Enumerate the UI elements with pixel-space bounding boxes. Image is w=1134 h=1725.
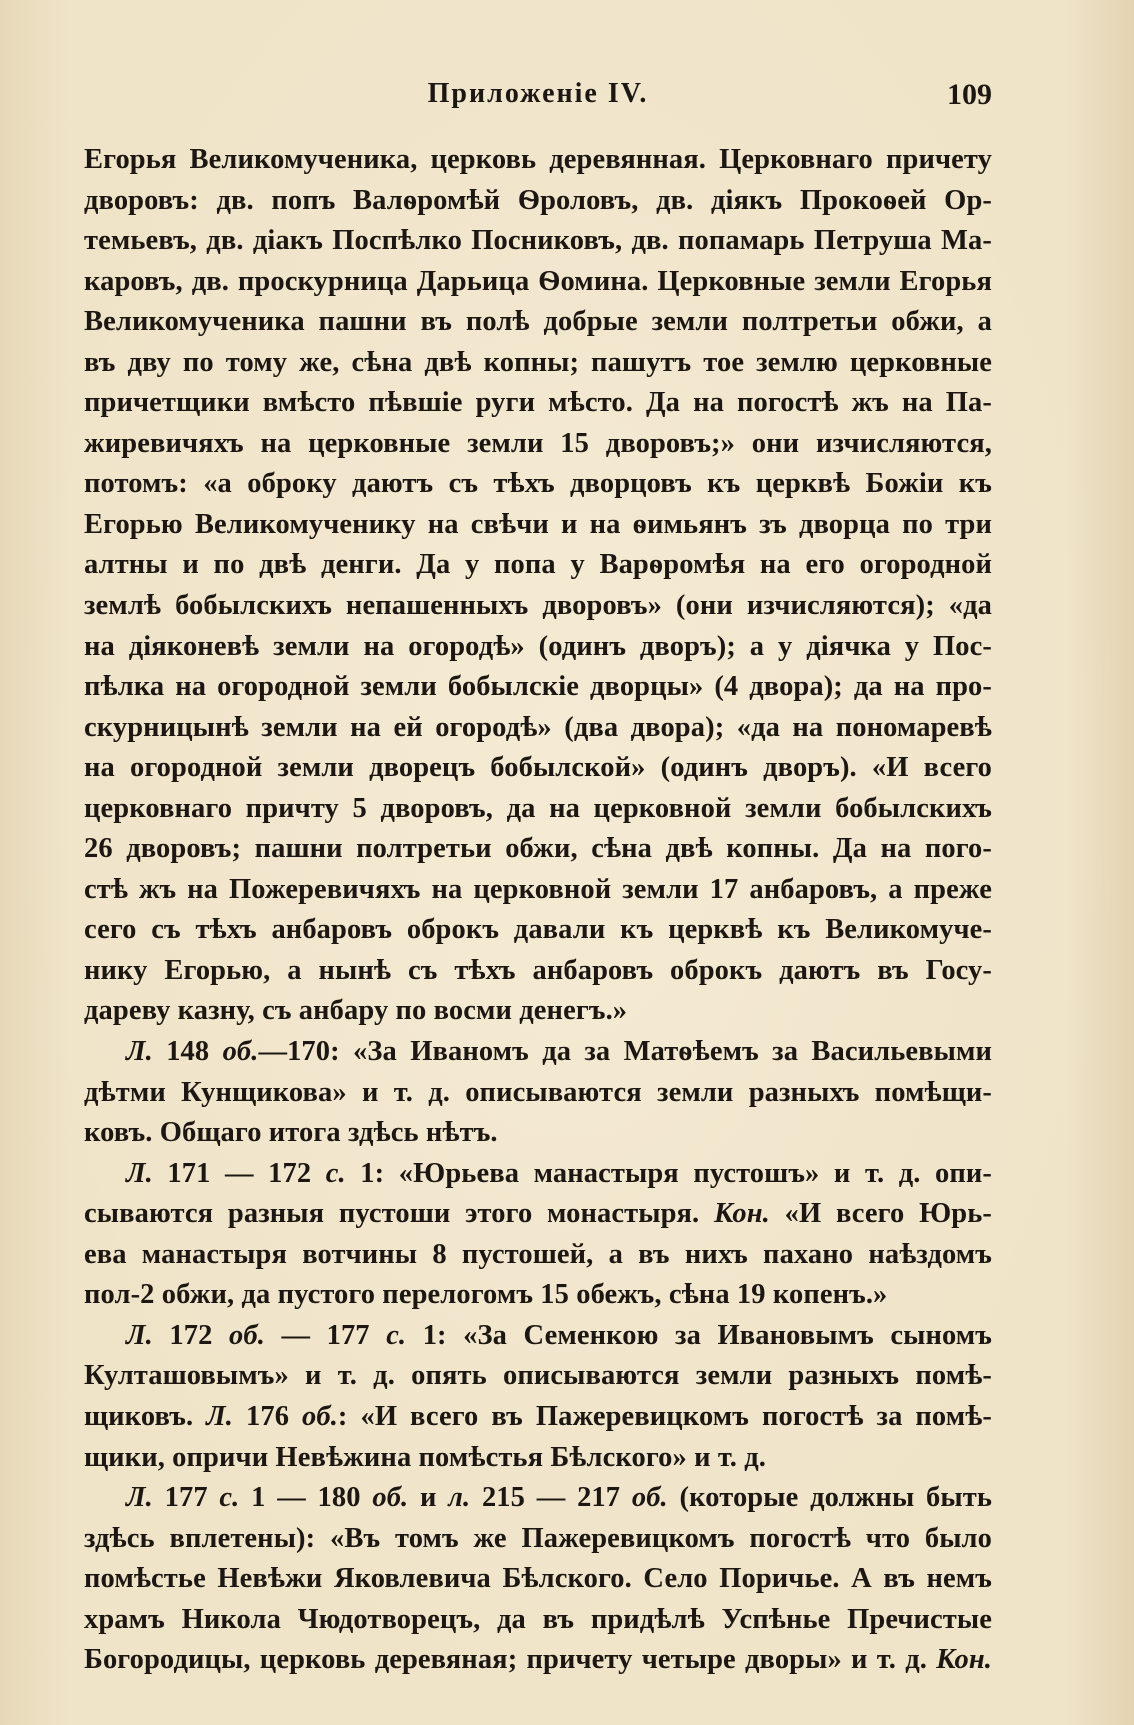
italic-abbreviation: об.: [372, 1482, 409, 1514]
text-run: (которые должны быть: [667, 1482, 993, 1514]
text-run: : «И всего въ Пажеревицкомъ погостѣ за помѣ-: [337, 1400, 993, 1432]
text-run: 1: «За Семенкою за Ивановымъ сыномъ: [406, 1319, 993, 1351]
text-line: [84, 1316, 992, 1357]
text-line: Култашовымъ» и т. д. опять описываются земли разныхъ помѣ-: [84, 1360, 992, 1392]
text-run: 171 — 172: [152, 1157, 326, 1189]
italic-abbreviation: об.: [229, 1319, 265, 1351]
text-line: въ дву по тому же, сѣна двѣ копны; пашутъ тое землю церковные: [84, 346, 992, 378]
text-line: [84, 1194, 992, 1235]
text-run: щиковъ.: [84, 1400, 207, 1432]
text-line: [84, 1397, 992, 1438]
text-line: Великомученика пашни въ полѣ добрые земли полтретьи обжи, а: [84, 306, 992, 338]
text-run: 1: «Юрьева манастыря пустошъ» и т. д. опи-: [345, 1157, 992, 1189]
italic-abbreviation: об.: [222, 1036, 259, 1068]
text-line: алтны и по двѣ денги. Да у попа у Варѳромѣя на его огородной: [84, 549, 992, 581]
text-run: 176: [233, 1400, 303, 1432]
text-run: 215 — 217: [470, 1482, 632, 1514]
text-line: каровъ, дв. проскурница Дарьица Ѳомина. Церковные земли Егорья: [84, 265, 992, 297]
text-run: Богородицы, церковь деревяная; причету четыре дворы» и т. д.: [84, 1644, 937, 1676]
italic-abbreviation: Кон.: [714, 1198, 770, 1230]
text-run: 1 — 180: [239, 1482, 373, 1514]
text-line: [84, 1478, 992, 1519]
text-line: землѣ бобылскихъ непашенныхъ дворовъ» (они изчисляются); «да: [84, 590, 992, 622]
italic-abbreviation: Л.: [206, 1400, 234, 1432]
text-line: ева манастыря вотчины 8 пустошей, а въ нихъ пахано наѣздомъ: [84, 1238, 992, 1270]
running-header: [84, 78, 992, 118]
text-line: потомъ: «а оброку даютъ съ тѣхъ дворцовъ къ церквѣ Божіи къ: [84, 468, 992, 500]
italic-abbreviation: л.: [448, 1482, 471, 1514]
text-line: дворовъ: дв. попъ Валѳромѣй Ѳроловъ, дв. діякъ Прокоѳей Ор-: [84, 184, 992, 216]
text-run: 172: [152, 1319, 230, 1351]
text-line: храмъ Никола Чюдотворецъ, да въ придѣлѣ Успѣнье Пречистые: [84, 1603, 992, 1635]
text-run: и: [408, 1482, 449, 1514]
text-line: пѣлка на огородной земли бобылскіе дворцы» (4 двора); да на про-: [84, 671, 992, 703]
text-run: — 177: [264, 1319, 387, 1351]
text-run: 177: [152, 1482, 220, 1514]
italic-abbreviation: Л.: [126, 1482, 153, 1514]
text-run: —170: «За Иваномъ да за Матѳѣемъ за Васильевыми: [258, 1036, 992, 1068]
text-line: церковнаго причту 5 дворовъ, да на церковной земли бобылскихъ: [84, 792, 992, 824]
text-run: сываются разныя пустоши этого монастыря.: [84, 1198, 715, 1230]
text-line: 26 дворовъ; пашни полтретьи обжи, сѣна двѣ копны. Да на пого-: [84, 833, 992, 865]
text-line: скурницынѣ земли на ей огородѣ» (два двора); «да на пономаревѣ: [84, 711, 992, 743]
text-line: нику Егорью, а нынѣ съ тѣхъ анбаровъ оброкъ даютъ въ Госу-: [84, 954, 992, 986]
text-line: [84, 1640, 992, 1681]
italic-abbreviation: Л.: [126, 1319, 153, 1351]
text-line: [84, 1154, 992, 1195]
text-line: на огородной земли дворецъ бобылской» (одинъ дворъ). «И всего: [84, 752, 992, 784]
page-number: 109: [947, 78, 992, 111]
text-line: дѣтми Кунщикова» и т. д. описываются земли разныхъ помѣщи-: [84, 1076, 992, 1108]
text-line: помѣстье Невѣжи Яковлевича Бѣлского. Село Поричье. А въ немъ: [84, 1563, 992, 1595]
body-text: [84, 140, 992, 1681]
text-line: ковъ. Общаго итога здѣсь нѣтъ.: [84, 1117, 498, 1149]
text-line: сего съ тѣхъ анбаровъ оброкъ давали къ церквѣ къ Великомуче-: [84, 914, 992, 946]
italic-abbreviation: Кон.: [936, 1644, 992, 1676]
text-line: здѣсь вплетены): «Въ томъ же Пажеревицкомъ погостѣ что было: [84, 1522, 992, 1554]
text-line: стѣ жъ на Пожеревичяхъ на церковной земли 17 анбаровъ, а преже: [84, 873, 992, 905]
italic-abbreviation: об.: [302, 1400, 338, 1432]
italic-abbreviation: с.: [386, 1319, 407, 1351]
italic-abbreviation: с.: [219, 1482, 240, 1514]
text-line: пол-2 обжи, да пустого перелогомъ 15 обежъ, сѣна 19 копенъ.»: [84, 1279, 888, 1311]
italic-abbreviation: об.: [631, 1482, 668, 1514]
page-header-title: Приложеніе IV.: [427, 78, 649, 109]
italic-abbreviation: Л.: [126, 1036, 153, 1068]
text-line: дареву казну, съ анбару по восми денегъ.»: [84, 995, 628, 1027]
text-line: [84, 1032, 992, 1073]
italic-abbreviation: Л.: [126, 1157, 153, 1189]
text-run: «И всего Юрь-: [769, 1198, 992, 1230]
text-line: Егорья Великомученика, церковь деревянная. Церковнаго причету: [84, 144, 992, 175]
text-line: жиревичяхъ на церковные земли 15 дворовъ;» они изчисляются,: [84, 427, 992, 459]
text-line: причетщики вмѣсто пѣвшіе руги мѣсто. Да на погостѣ жъ на Па-: [84, 387, 992, 419]
text-line: Егорью Великомученику на свѣчи и на ѳимьянъ зъ дворца по три: [84, 508, 992, 540]
text-line: темьевъ, дв. діакъ Поспѣлко Посниковъ, дв. попамарь Петруша Ма-: [84, 225, 992, 257]
italic-abbreviation: с.: [325, 1157, 346, 1189]
text-line: на діяконевѣ земли на огородѣ» (одинъ дворъ); а у діячка у Пос-: [84, 630, 992, 662]
text-run: 148: [152, 1036, 223, 1068]
text-line: щики, опричи Невѣжина помѣстья Бѣлского» и т. д.: [84, 1441, 766, 1473]
